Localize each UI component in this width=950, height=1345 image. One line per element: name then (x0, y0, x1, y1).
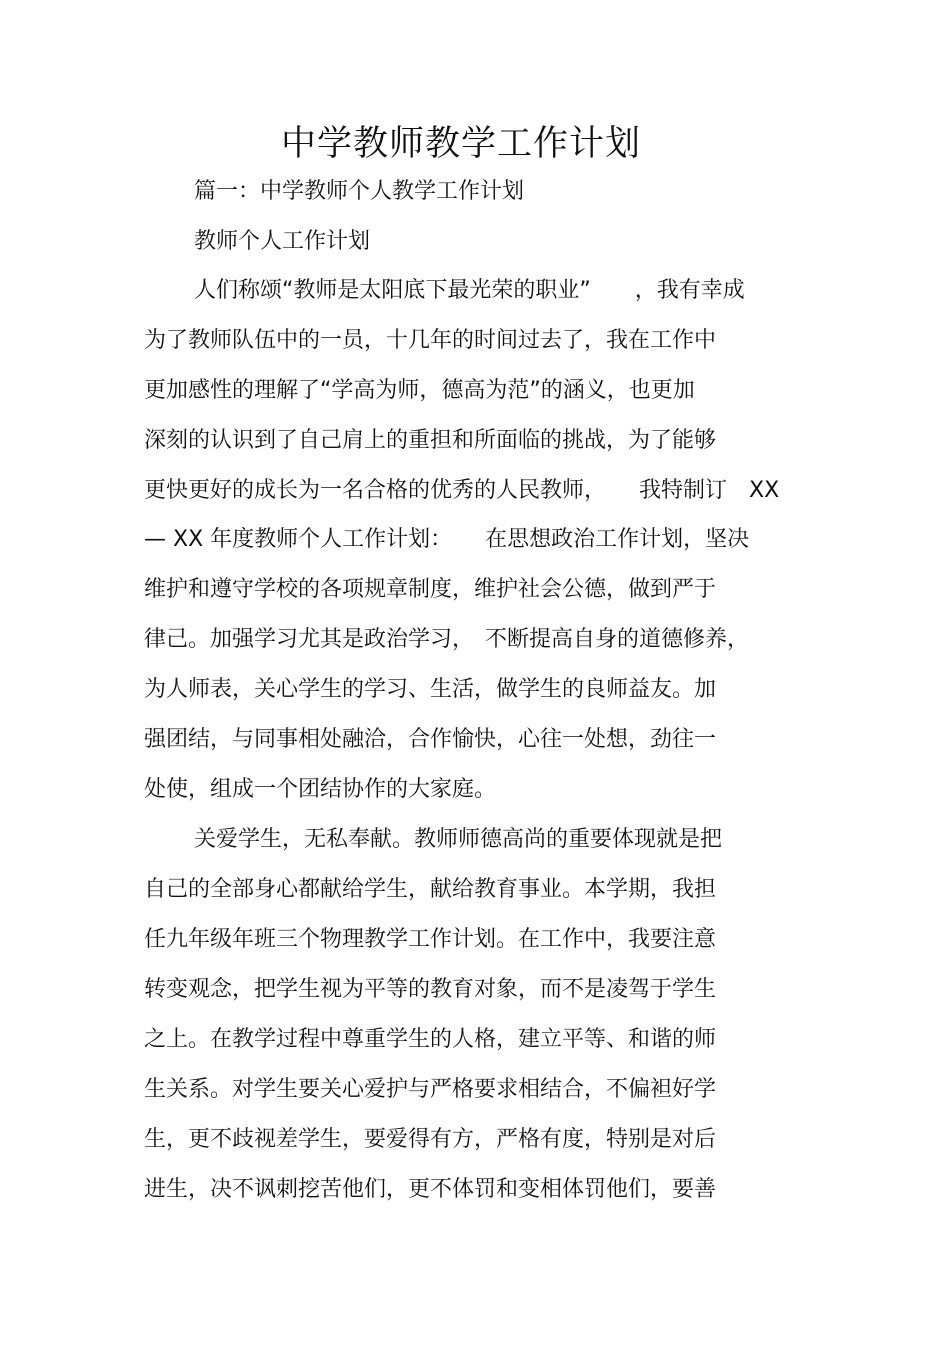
section-heading: 篇一：中学教师个人教学工作计划 (194, 179, 525, 204)
paragraph-line: 维护和遵守学校的各项规章制度，维护社会公德，做到严于 (144, 577, 717, 602)
paragraph-line: — XX 年度教师个人工作计划： 在思想政治工作计划，坚决 (144, 527, 750, 552)
paragraph-line: 强团结，与同事相处融洽，合作愉快，心往一处想，劲往一 (144, 727, 717, 752)
paragraph-line: 任九年级年班三个物理教学工作计划。在工作中，我要注意 (144, 927, 717, 952)
paragraph-line: 进生，决不讽刺挖苦他们，更不体罚和变相体罚他们，要善 (144, 1177, 717, 1202)
paragraph-line: 更快更好的成长为一名合格的优秀的人民教师， 我特制订 XX (144, 478, 780, 503)
paragraph-line: 转变观念，把学生视为平等的教育对象，而不是凌驾于学生 (144, 977, 717, 1002)
paragraph-line: 生，更不歧视差学生，要爱得有方，严格有度，特别是对后 (144, 1127, 717, 1152)
paragraph-line: 为人师表，关心学生的学习、生活，做学生的良师益友。加 (144, 677, 717, 702)
paragraph-line: 之上。在教学过程中尊重学生的人格，建立平等、和谐的师 (144, 1027, 717, 1052)
paragraph-line: 为了教师队伍中的一员，十几年的时间过去了，我在工作中 (144, 328, 717, 353)
paragraph-line: 更加感性的理解了“学高为师，德高为范”的涵义，也更加 (144, 378, 695, 403)
subsection-heading: 教师个人工作计划 (194, 229, 371, 254)
paragraph-line: 人们称颂“教师是太阳底下最光荣的职业” ，我有幸成 (194, 278, 745, 303)
paragraph-line: 关爱学生，无私奉献。教师师德高尚的重要体现就是把 (194, 827, 723, 852)
paragraph-line: 生关系。对学生要关心爱护与严格要求相结合，不偏袒好学 (144, 1077, 717, 1102)
paragraph-line: 处使，组成一个团结协作的大家庭。 (144, 777, 497, 802)
paragraph-line: 自己的全部身心都献给学生，献给教育事业。本学期，我担 (144, 877, 717, 902)
paragraph-line: 律己。加强学习尤其是政治学习， 不断提高自身的道德修养， (144, 627, 750, 652)
document-title: 中学教师教学工作计划 (280, 124, 641, 164)
paragraph-line: 深刻的认识到了自己肩上的重担和所面临的挑战，为了能够 (144, 428, 717, 453)
